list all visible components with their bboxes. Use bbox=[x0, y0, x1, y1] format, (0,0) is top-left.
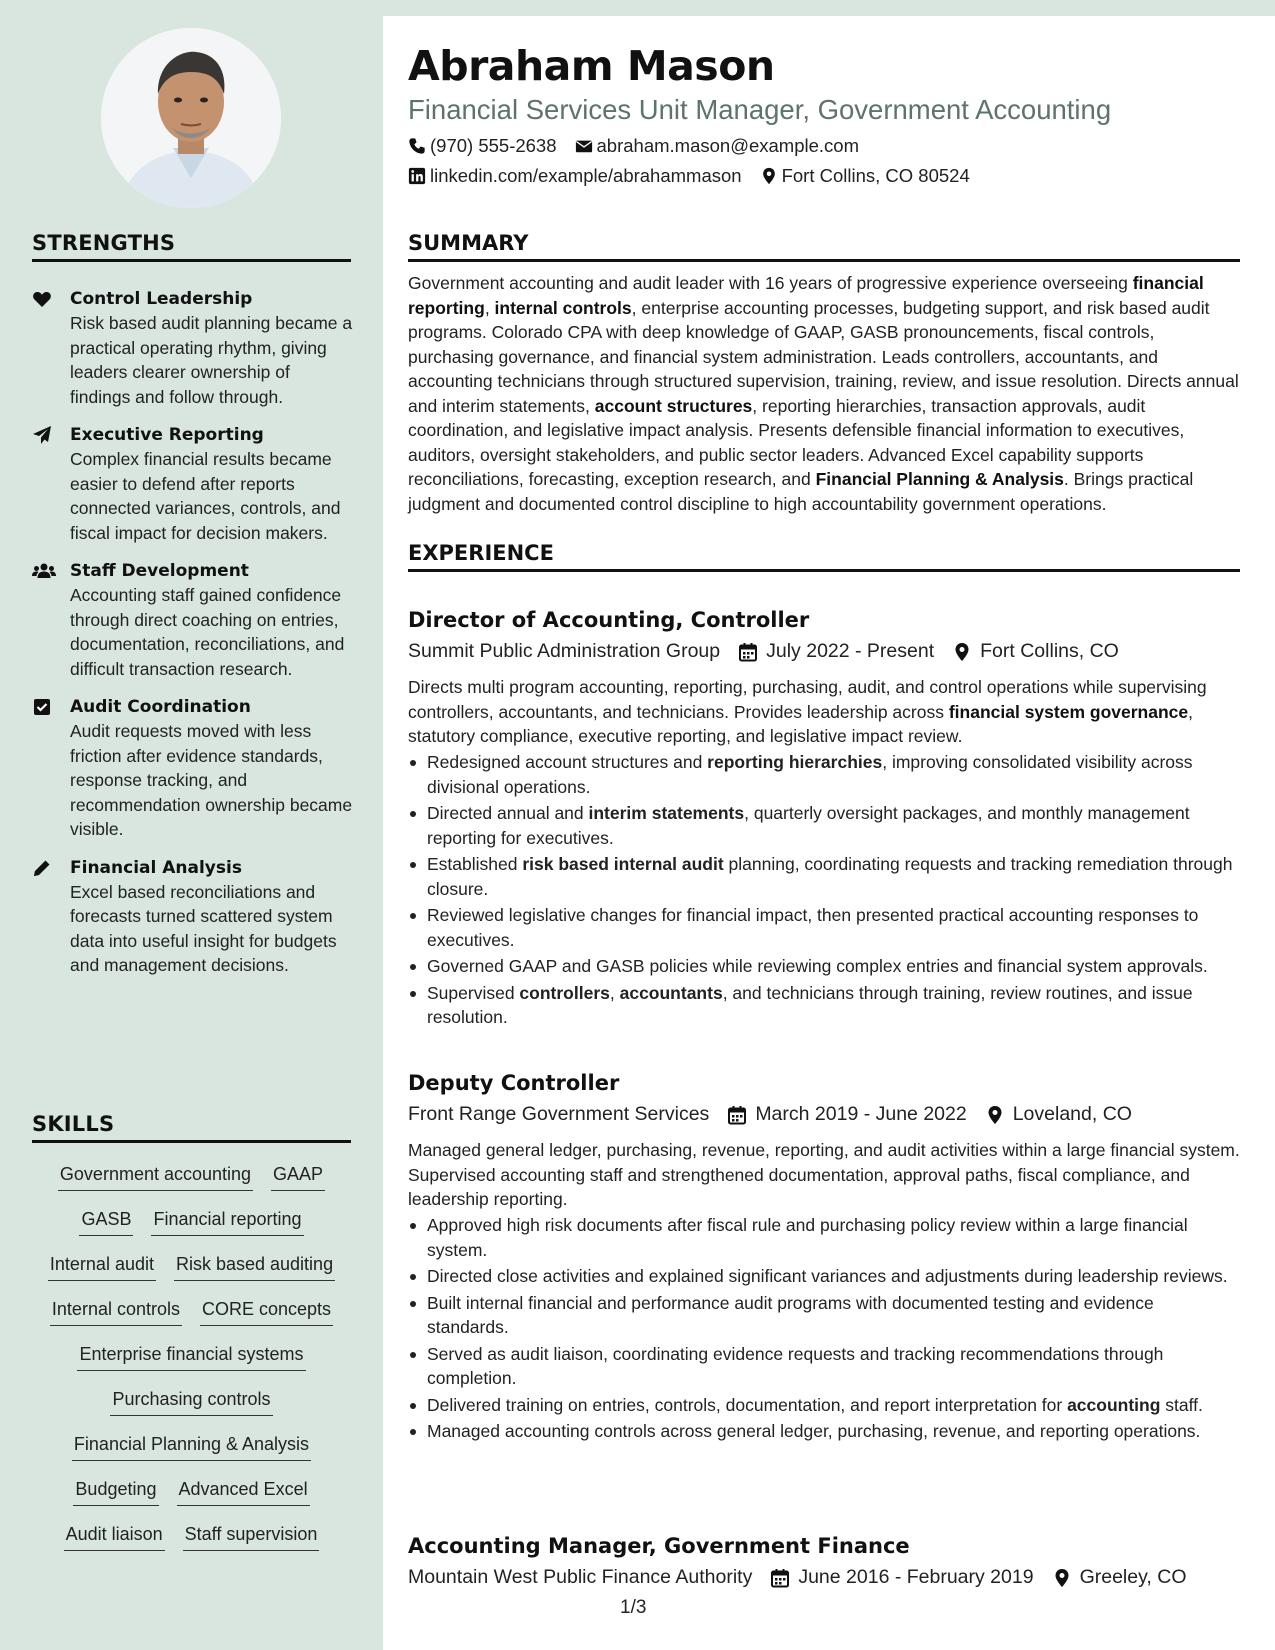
emphasis-text: controllers bbox=[519, 982, 610, 1003]
text-run: Supervised bbox=[427, 982, 520, 1003]
map-pin-icon bbox=[952, 642, 972, 662]
list-item bbox=[408, 852, 1240, 901]
skill-row bbox=[32, 1475, 351, 1520]
job-meta bbox=[408, 1103, 1132, 1126]
strength-item bbox=[32, 856, 354, 978]
text-run: Served as audit liaison, coordinating evidence requests and tracking recommendations through completion. bbox=[427, 1343, 1164, 1388]
linkedin-link[interactable]: linkedin.com/example/abrahammason bbox=[430, 165, 742, 186]
strength-item bbox=[32, 559, 354, 681]
text-run: , bbox=[609, 982, 620, 1003]
map-pin-icon bbox=[1052, 1568, 1072, 1588]
map-pin-icon bbox=[760, 167, 778, 185]
strength-item bbox=[32, 423, 354, 545]
emphasis-text: financial reporting bbox=[408, 273, 1204, 318]
envelope-icon bbox=[575, 137, 593, 155]
top-band bbox=[383, 0, 1275, 16]
text-run: Reviewed legislative changes for financial impact, then presented practical accounting responses to executives. bbox=[427, 905, 1199, 950]
list-item bbox=[408, 1213, 1240, 1262]
candidate-name: Abraham Mason bbox=[408, 42, 775, 90]
linkedin-contact[interactable] bbox=[408, 165, 742, 187]
job-company: Summit Public Administration Group bbox=[408, 640, 721, 662]
skill-tag: Internal controls bbox=[50, 1295, 182, 1326]
skill-tag: Risk based auditing bbox=[174, 1250, 335, 1281]
text-run: Managed general ledger, purchasing, revenue, reporting, and audit activities within a large financial system. Supervised accounting staff and strengthened documentation, approval paths, fiscal compliance, and leadership reporting. bbox=[408, 1140, 1240, 1209]
profile-photo bbox=[101, 28, 281, 208]
phone-icon bbox=[408, 137, 426, 155]
skill-row bbox=[32, 1385, 351, 1430]
users-icon bbox=[32, 561, 56, 581]
skill-row bbox=[32, 1430, 351, 1475]
text-run: , improving consolidated visibility across divisional operations. bbox=[427, 752, 1193, 797]
list-item bbox=[408, 954, 1240, 979]
emphasis-text: internal controls bbox=[494, 297, 632, 318]
skills-list bbox=[32, 1160, 351, 1565]
skills-heading: SKILLS bbox=[32, 1112, 351, 1143]
text-run: Managed accounting controls across general ledger, purchasing, revenue, and reporting operations. bbox=[427, 1421, 1201, 1441]
text-run: Government accounting and audit leader with 16 years of progressive experience overseeing bbox=[408, 273, 1133, 293]
email-contact[interactable] bbox=[575, 135, 859, 157]
text-run: Governed GAAP and GASB policies while reviewing complex entries and financial system approvals. bbox=[427, 956, 1208, 976]
list-item bbox=[408, 750, 1240, 799]
emphasis-text: accounting bbox=[1067, 1394, 1161, 1415]
skill-row bbox=[32, 1520, 351, 1565]
skill-row bbox=[32, 1340, 351, 1385]
skill-row bbox=[32, 1295, 351, 1340]
emphasis-text: account structures bbox=[594, 395, 753, 416]
text-run: Established bbox=[427, 854, 523, 874]
linkedin-icon bbox=[408, 167, 426, 185]
text-run: . Brings practical judgment and documented control discipline to high accountability government operations. bbox=[408, 469, 1194, 514]
text-run: Delivered training on entries, controls, documentation, and report interpretation for bbox=[427, 1394, 1068, 1415]
text-run: Directed close activities and explained significant variances and adjustments during leadership reviews. bbox=[427, 1266, 1228, 1286]
paper-plane-icon bbox=[32, 425, 52, 445]
skill-tag: Staff supervision bbox=[183, 1520, 320, 1551]
emphasis-text: risk based internal audit bbox=[522, 854, 724, 874]
strength-description: Complex financial results became easier to defend after reports connected variances, controls, and fiscal impact for decision makers. bbox=[70, 449, 341, 543]
strength-title: Staff Development bbox=[70, 561, 249, 581]
strengths-heading: STRENGTHS bbox=[32, 231, 351, 262]
job-meta bbox=[408, 1566, 1187, 1589]
strength-item bbox=[32, 287, 354, 409]
strength-description: Excel based reconciliations and forecasts turned scattered system data into useful insight for budgets and management decisions. bbox=[70, 881, 337, 975]
summary-text bbox=[408, 271, 1240, 516]
email-link[interactable]: abraham.mason@example.com bbox=[596, 135, 859, 156]
job-bullets bbox=[408, 1213, 1240, 1446]
skill-tag: Budgeting bbox=[73, 1475, 158, 1506]
calendar-icon bbox=[770, 1568, 790, 1588]
strength-item bbox=[32, 695, 354, 842]
strength-description: Accounting staff gained confidence through direct coaching on entries, documentation, reconciliations, and difficult transaction research. bbox=[70, 585, 345, 679]
skill-tag: Financial Planning & Analysis bbox=[72, 1430, 311, 1461]
job-title: Accounting Manager, Government Finance bbox=[408, 1534, 910, 1558]
skill-tag: Enterprise financial systems bbox=[77, 1340, 305, 1371]
text-run: Built internal financial and performance audit programs with documented testing and evidence standards. bbox=[427, 1292, 1154, 1337]
job-title: Director of Accounting, Controller bbox=[408, 608, 810, 632]
list-item bbox=[408, 1342, 1240, 1391]
text-run: , statutory compliance, executive reporting, and legislative impact review. bbox=[408, 701, 1193, 746]
text-run: planning, coordinating requests and tracking remediation through closure. bbox=[427, 854, 1233, 899]
contact-row-2 bbox=[408, 165, 970, 187]
job-location: Fort Collins, CO bbox=[980, 640, 1119, 662]
job-dates: June 2016 - February 2019 bbox=[798, 1566, 1034, 1588]
calendar-icon bbox=[727, 1105, 747, 1125]
skill-tag: Advanced Excel bbox=[177, 1475, 310, 1506]
skill-row bbox=[32, 1250, 351, 1295]
text-run: Redesigned account structures and bbox=[427, 752, 708, 772]
text-run: Directed annual and bbox=[427, 803, 589, 823]
list-item bbox=[408, 1393, 1240, 1418]
calendar-icon bbox=[738, 642, 758, 662]
list-item bbox=[408, 1264, 1240, 1289]
sidebar bbox=[0, 0, 383, 1650]
skill-tag: GASB bbox=[79, 1205, 133, 1236]
job-dates: July 2022 - Present bbox=[766, 640, 935, 662]
text-run: staff. bbox=[1160, 1394, 1203, 1415]
text-run: Directs multi program accounting, reporting, purchasing, audit, and control operations while supervising controllers, accountants, and technicians. Provides leadership across bbox=[408, 677, 1207, 722]
candidate-title: Financial Services Unit Manager, Government Accounting bbox=[408, 94, 1112, 125]
emphasis-text: reporting hierarchies bbox=[707, 752, 883, 772]
job-bullets bbox=[408, 750, 1240, 1032]
job-company: Front Range Government Services bbox=[408, 1103, 710, 1125]
skill-tag: Government accounting bbox=[58, 1160, 253, 1191]
heart-icon bbox=[32, 289, 52, 309]
emphasis-text: financial system governance bbox=[948, 701, 1189, 722]
text-run: Approved high risk documents after fiscal rule and purchasing policy review within a large financial system. bbox=[427, 1215, 1188, 1260]
checkbox-icon bbox=[32, 697, 52, 717]
strength-description: Risk based audit planning became a practical operating rhythm, giving leaders clearer ownership of findings and follow through. bbox=[70, 313, 353, 407]
strength-title: Audit Coordination bbox=[70, 697, 251, 717]
job-title: Deputy Controller bbox=[408, 1071, 620, 1095]
job-description bbox=[408, 1138, 1240, 1212]
text-run: , enterprise accounting processes, budgeting support, and risk based audit programs. Colorado CPA with deep knowledge of GAAP, GASB pronouncements, fiscal controls, purchasing governance, and financial system administration. Leads controllers, accountants, and accounting technicians through structured supervision, training, review, and issue resolution. Directs annual and interim statements, bbox=[408, 297, 1239, 416]
emphasis-text: Financial Planning & Analysis bbox=[815, 469, 1064, 489]
job-company: Mountain West Public Finance Authority bbox=[408, 1566, 753, 1588]
list-item bbox=[408, 801, 1240, 850]
emphasis-text: accountants bbox=[619, 982, 723, 1003]
contact-row bbox=[408, 135, 859, 157]
strength-title: Control Leadership bbox=[70, 289, 253, 309]
text-run: , quarterly oversight packages, and monthly management reporting for executives. bbox=[427, 803, 1190, 848]
skill-tag: Audit liaison bbox=[64, 1520, 165, 1551]
experience-heading: EXPERIENCE bbox=[408, 541, 1240, 572]
list-item bbox=[408, 1291, 1240, 1340]
skill-tag: Purchasing controls bbox=[110, 1385, 272, 1416]
strength-description: Audit requests moved with less friction after evidence standards, response tracking, and recommendation ownership became visible. bbox=[70, 721, 353, 839]
strength-title: Executive Reporting bbox=[70, 425, 264, 445]
summary-heading: SUMMARY bbox=[408, 231, 1240, 262]
strength-title: Financial Analysis bbox=[70, 857, 242, 878]
location-contact bbox=[760, 165, 970, 187]
location-text: Fort Collins, CO 80524 bbox=[781, 165, 970, 186]
skill-tag: Internal audit bbox=[48, 1250, 156, 1281]
list-item bbox=[408, 903, 1240, 952]
phone-contact bbox=[408, 135, 557, 157]
portrait-image bbox=[101, 28, 281, 208]
job-location: Greeley, CO bbox=[1079, 1566, 1187, 1588]
strengths-list bbox=[32, 287, 354, 992]
pencil-icon bbox=[32, 858, 52, 878]
emphasis-text: interim statements bbox=[588, 803, 745, 823]
job-dates: March 2019 - June 2022 bbox=[755, 1103, 967, 1125]
text-run: , reporting hierarchies, transaction approvals, audit coordination, and legislative impact analysis. Presents defensible financial information to executives, auditors, oversight stakeholders, and public sector leaders. Advanced Excel capability supports reconciliations, forecasting, exception research, and bbox=[408, 395, 1185, 489]
skill-tag: GAAP bbox=[271, 1160, 325, 1191]
skill-row bbox=[32, 1160, 351, 1205]
job-description bbox=[408, 675, 1240, 749]
skill-tag: Financial reporting bbox=[151, 1205, 303, 1236]
job-location: Loveland, CO bbox=[1012, 1103, 1132, 1125]
map-pin-icon bbox=[985, 1105, 1005, 1125]
text-run: , bbox=[484, 297, 495, 318]
job-meta bbox=[408, 640, 1119, 663]
list-item bbox=[408, 981, 1240, 1030]
page-indicator: 1/3 bbox=[620, 1597, 647, 1618]
text-run: , and technicians through training, review routines, and issue resolution. bbox=[427, 982, 1193, 1027]
list-item bbox=[408, 1419, 1240, 1444]
phone-text: (970) 555-2638 bbox=[430, 135, 557, 156]
skill-tag: CORE concepts bbox=[200, 1295, 333, 1326]
skill-row bbox=[32, 1205, 351, 1250]
